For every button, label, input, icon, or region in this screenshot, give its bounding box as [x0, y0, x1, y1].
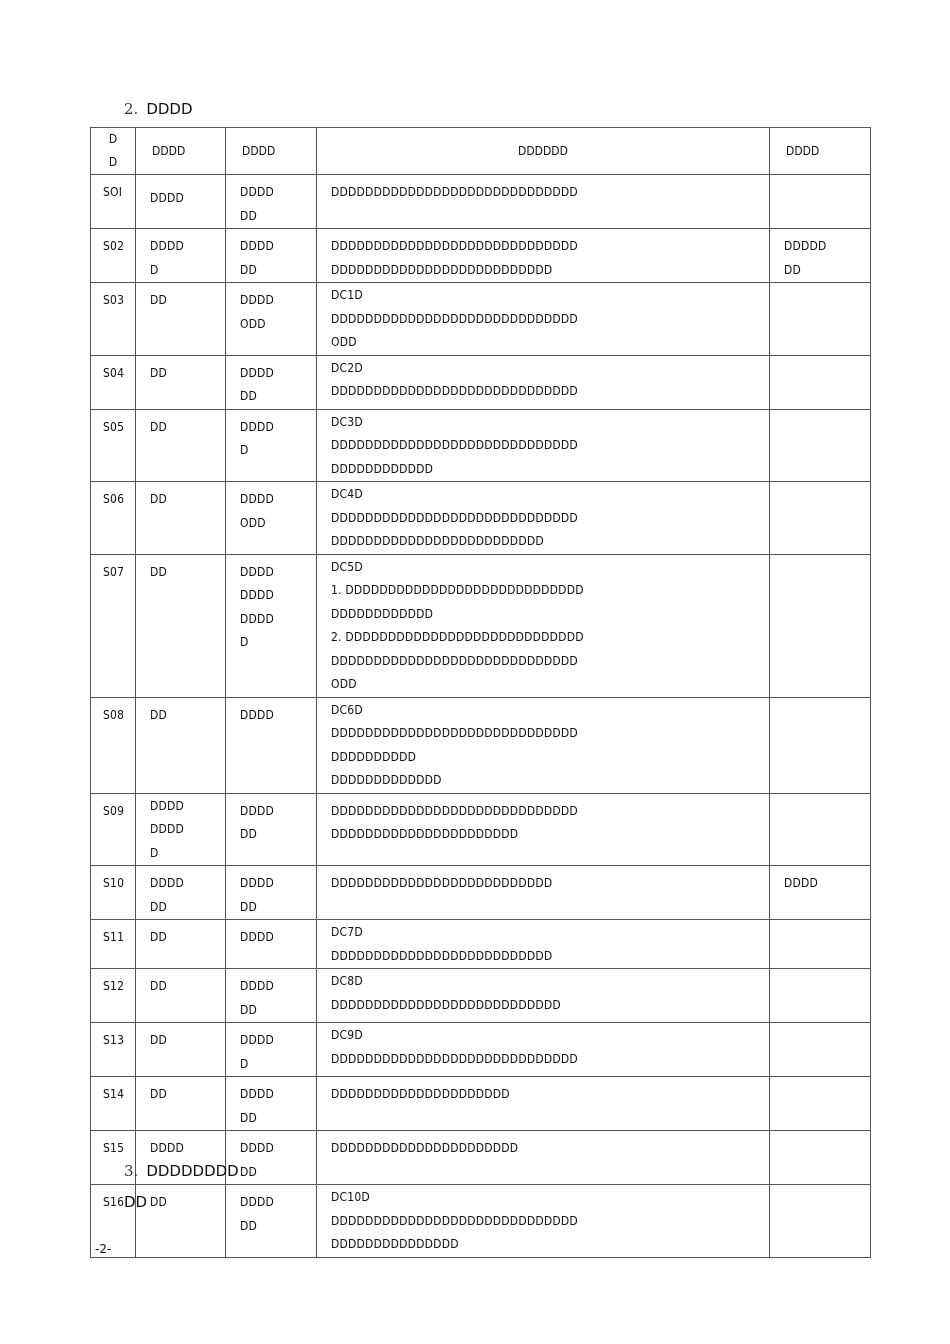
- row-col-2: DDDD DD: [240, 803, 275, 841]
- table-body: [91, 175, 871, 1258]
- row-id-cell: [91, 1077, 136, 1131]
- section-2-number: 2.: [124, 100, 139, 118]
- row-col-1: DD: [150, 419, 168, 434]
- table-row: [91, 920, 871, 969]
- row-col-4-cell: [770, 969, 871, 1023]
- row-col-2-cell: [226, 1077, 317, 1131]
- row-col-2-cell: [226, 866, 317, 920]
- row-col-4: [770, 283, 870, 289]
- row-col-4: [770, 920, 870, 926]
- row-col-3: DC3D DDDDDDDDDDDDDDDDDDDDDDDDDDDDD DDDDDDDDDDDD: [331, 414, 578, 476]
- table-row: [91, 1077, 871, 1131]
- row-id-cell: [91, 554, 136, 697]
- row-col-4-cell: [770, 793, 871, 866]
- table-row: [91, 554, 871, 697]
- table-row: [91, 866, 871, 920]
- row-col-3-cell: [317, 175, 770, 229]
- header-col-1: DDDD: [136, 128, 226, 175]
- row-col-3: DC2D DDDDDDDDDDDDDDDDDDDDDDDDDDDDD: [331, 360, 578, 398]
- row-id: S13: [103, 1033, 125, 1047]
- row-col-1-cell: [136, 1185, 226, 1258]
- row-id-cell: [91, 482, 136, 555]
- row-id-cell: [91, 969, 136, 1023]
- row-col-4-cell: [770, 409, 871, 482]
- row-col-2-cell: [226, 969, 317, 1023]
- section-3-number: 3.: [124, 1162, 139, 1180]
- row-col-2-cell: [226, 1131, 317, 1185]
- row-col-3-cell: [317, 866, 770, 920]
- row-col-4-cell: [770, 229, 871, 283]
- row-col-4-cell: [770, 554, 871, 697]
- row-col-1-cell: [136, 1077, 226, 1131]
- row-col-2-cell: [226, 283, 317, 356]
- section-3-title: DDDDDDDD: [146, 1162, 239, 1180]
- row-id-cell: [91, 229, 136, 283]
- row-id: S02: [103, 239, 125, 253]
- row-col-2-cell: [226, 409, 317, 482]
- row-col-3-cell: [317, 1023, 770, 1077]
- table-row: [91, 229, 871, 283]
- row-col-3: DC10D DDDDDDDDDDDDDDDDDDDDDDDDDDDDD DDDDDDDDDDDDDDD: [331, 1190, 578, 1251]
- row-col-3: DDDDDDDDDDDDDDDDDDDDDDDDDDDDD DDDDDDDDDDDDDDDDDDDDDD: [331, 803, 578, 841]
- row-col-4: [770, 969, 870, 975]
- row-col-1: DD: [150, 293, 168, 307]
- row-col-4-cell: [770, 355, 871, 409]
- row-col-1: DD: [150, 930, 168, 944]
- row-id-cell: [91, 697, 136, 793]
- row-col-2: DDDD ODD: [240, 293, 275, 331]
- row-col-4: DDDDD DD: [784, 239, 827, 277]
- row-col-2: DDDD DDDD DDDD D: [240, 564, 275, 649]
- row-col-3: DDDDDDDDDDDDDDDDDDDDDDDDDDDDD DDDDDDDDDDDDDDDDDDDDDDDDDD: [331, 239, 578, 277]
- row-id: S14: [103, 1087, 125, 1101]
- row-col-2-cell: [226, 1023, 317, 1077]
- row-col-4-cell: [770, 1185, 871, 1258]
- row-col-3-cell: [317, 554, 770, 697]
- table-row: [91, 482, 871, 555]
- row-col-4: [770, 555, 870, 561]
- row-id: S16: [103, 1195, 125, 1209]
- row-col-4-cell: [770, 920, 871, 969]
- row-col-2-cell: [226, 793, 317, 866]
- row-col-1-cell: [136, 920, 226, 969]
- row-col-2-cell: [226, 554, 317, 697]
- row-col-1: DD: [150, 365, 168, 380]
- row-col-3-cell: [317, 482, 770, 555]
- row-col-2: DDDD DD: [240, 979, 275, 1017]
- table-row: [91, 283, 871, 356]
- row-id: S07: [103, 564, 125, 579]
- row-col-2: DDDD DD: [240, 1195, 275, 1233]
- row-id: SOI: [103, 185, 123, 199]
- row-col-4: [770, 1023, 870, 1029]
- row-col-4: [770, 698, 870, 704]
- row-col-4: [770, 794, 870, 800]
- row-col-3-cell: [317, 229, 770, 283]
- row-col-1: DDDD: [150, 1141, 185, 1155]
- row-id-cell: [91, 355, 136, 409]
- row-col-1: DDDD DDDD D: [150, 798, 185, 860]
- row-col-3-cell: [317, 1077, 770, 1131]
- table-row: [91, 1023, 871, 1077]
- row-col-4-cell: [770, 1131, 871, 1185]
- row-col-4-cell: [770, 866, 871, 920]
- row-col-3: DDDDDDDDDDDDDDDDDDDDD: [331, 1087, 510, 1101]
- header-col-4: DDDD: [770, 128, 871, 175]
- data-table: [90, 127, 871, 1258]
- row-col-4: [770, 482, 870, 488]
- row-col-3: DC4D DDDDDDDDDDDDDDDDDDDDDDDDDDDDD DDDDDDDDDDDDDDDDDDDDDDDDD: [331, 487, 578, 548]
- row-col-1: DD: [150, 1087, 168, 1101]
- row-id: S04: [103, 365, 125, 380]
- row-col-3: DC1D DDDDDDDDDDDDDDDDDDDDDDDDDDDDD ODD: [331, 288, 578, 349]
- table-row: [91, 409, 871, 482]
- row-col-1: DD: [150, 564, 168, 579]
- row-col-4: DDDD: [784, 876, 819, 890]
- row-col-4-cell: [770, 482, 871, 555]
- row-col-4: [770, 356, 870, 362]
- table-header-row: [91, 128, 871, 175]
- row-col-4: [770, 175, 870, 181]
- row-col-3-cell: [317, 969, 770, 1023]
- row-col-1-cell: [136, 969, 226, 1023]
- row-col-1-cell: [136, 283, 226, 356]
- table-row: [91, 969, 871, 1023]
- row-col-4: [770, 1185, 870, 1191]
- row-col-3: DC6D DDDDDDDDDDDDDDDDDDDDDDDDDDDDD DDDDDDDDDD DDDDDDDDDDDDD: [331, 702, 578, 787]
- section-2-heading: [124, 100, 193, 118]
- row-col-1-cell: [136, 175, 226, 229]
- row-id-cell: [91, 920, 136, 969]
- row-col-1-cell: [136, 1023, 226, 1077]
- row-col-3-cell: [317, 1185, 770, 1258]
- section-2-title: DDDD: [146, 100, 193, 118]
- row-id-cell: [91, 283, 136, 356]
- row-col-1-cell: [136, 697, 226, 793]
- row-col-4-cell: [770, 1077, 871, 1131]
- row-col-2: DDDD DD: [240, 1141, 275, 1179]
- row-col-2: DDDD D: [240, 419, 275, 457]
- row-col-1-cell: [136, 793, 226, 866]
- header-col-3: DDDDDD: [317, 128, 770, 175]
- header-col-2: DDDD: [226, 128, 317, 175]
- row-id: S06: [103, 492, 125, 506]
- row-col-1: DDDD: [150, 191, 185, 205]
- row-col-2: DDDD D: [240, 1033, 275, 1071]
- row-id-cell: [91, 866, 136, 920]
- header-id: D D: [91, 128, 136, 175]
- row-id-cell: [91, 175, 136, 229]
- row-col-3: DDDDDDDDDDDDDDDDDDDDDDDDDDDDD: [331, 185, 578, 199]
- section-3-heading: [124, 1162, 239, 1180]
- row-id: S12: [103, 979, 125, 993]
- row-id: S09: [103, 803, 125, 818]
- row-col-1: DD: [150, 492, 168, 506]
- row-col-2: DDDD: [240, 930, 275, 944]
- row-col-3: DC8D DDDDDDDDDDDDDDDDDDDDDDDDDDD: [331, 974, 561, 1012]
- row-id-cell: [91, 793, 136, 866]
- row-col-1-cell: [136, 554, 226, 697]
- row-col-3-cell: [317, 793, 770, 866]
- row-col-3: DDDDDDDDDDDDDDDDDDDDDD: [331, 1141, 519, 1155]
- row-id-cell: [91, 409, 136, 482]
- row-col-4-cell: [770, 175, 871, 229]
- table-row: [91, 355, 871, 409]
- row-col-2: DDDD ODD: [240, 492, 275, 530]
- row-col-3: DC5D 1. DDDDDDDDDDDDDDDDDDDDDDDDDDDD DDDDDDDDDDDD 2. DDDDDDDDDDDDDDDDDDDDDDDDDDDD DDDDDDDDDDDDDDDDDDDDDDDDDDDDD ODD: [331, 559, 584, 691]
- row-col-1-cell: [136, 866, 226, 920]
- row-col-1: DDDD DD: [150, 876, 185, 914]
- page-number: -2-: [95, 1242, 112, 1256]
- row-col-3: DC7D DDDDDDDDDDDDDDDDDDDDDDDDDD: [331, 925, 553, 963]
- row-col-2: DDDD DD: [240, 1087, 275, 1125]
- row-col-3-cell: [317, 697, 770, 793]
- row-col-1: DD: [150, 707, 168, 722]
- row-col-2-cell: [226, 175, 317, 229]
- row-col-2: DDDD DD: [240, 365, 275, 403]
- row-col-1-cell: [136, 355, 226, 409]
- row-col-4: [770, 1077, 870, 1083]
- row-col-2-cell: [226, 229, 317, 283]
- section-3-subtitle: DD: [124, 1193, 148, 1211]
- row-col-1: DD: [150, 979, 168, 993]
- row-col-2: DDDD DD: [240, 239, 275, 277]
- row-col-3-cell: [317, 1131, 770, 1185]
- row-id: S05: [103, 419, 125, 434]
- row-col-1: DD: [150, 1195, 168, 1209]
- row-col-1-cell: [136, 229, 226, 283]
- row-col-4-cell: [770, 283, 871, 356]
- row-col-3: DC9D DDDDDDDDDDDDDDDDDDDDDDDDDDDDD: [331, 1028, 578, 1066]
- row-col-4-cell: [770, 697, 871, 793]
- row-id: S10: [103, 876, 125, 890]
- row-col-2-cell: [226, 482, 317, 555]
- row-col-2: DDDD DD: [240, 185, 275, 223]
- row-col-1: DDDD D: [150, 239, 185, 277]
- row-col-4-cell: [770, 1023, 871, 1077]
- row-id: S08: [103, 707, 125, 722]
- row-col-2-cell: [226, 1185, 317, 1258]
- table-row: [91, 793, 871, 866]
- row-col-2-cell: [226, 355, 317, 409]
- table-row: [91, 1185, 871, 1258]
- row-id: S03: [103, 293, 125, 307]
- row-col-3-cell: [317, 355, 770, 409]
- table-row: [91, 697, 871, 793]
- row-col-1-cell: [136, 409, 226, 482]
- row-id: S11: [103, 930, 125, 944]
- row-col-2-cell: [226, 697, 317, 793]
- row-id-cell: [91, 1023, 136, 1077]
- table-row: [91, 175, 871, 229]
- row-col-2: DDDD: [240, 707, 275, 722]
- row-col-3-cell: [317, 920, 770, 969]
- row-col-1-cell: [136, 482, 226, 555]
- row-col-2: DDDD DD: [240, 876, 275, 914]
- row-col-3: DDDDDDDDDDDDDDDDDDDDDDDDDD: [331, 876, 553, 890]
- row-col-3-cell: [317, 409, 770, 482]
- row-id: S15: [103, 1141, 125, 1155]
- row-col-1: DD: [150, 1033, 168, 1047]
- row-col-2-cell: [226, 920, 317, 969]
- row-col-4: [770, 410, 870, 416]
- row-col-3-cell: [317, 283, 770, 356]
- row-col-4: [770, 1131, 870, 1137]
